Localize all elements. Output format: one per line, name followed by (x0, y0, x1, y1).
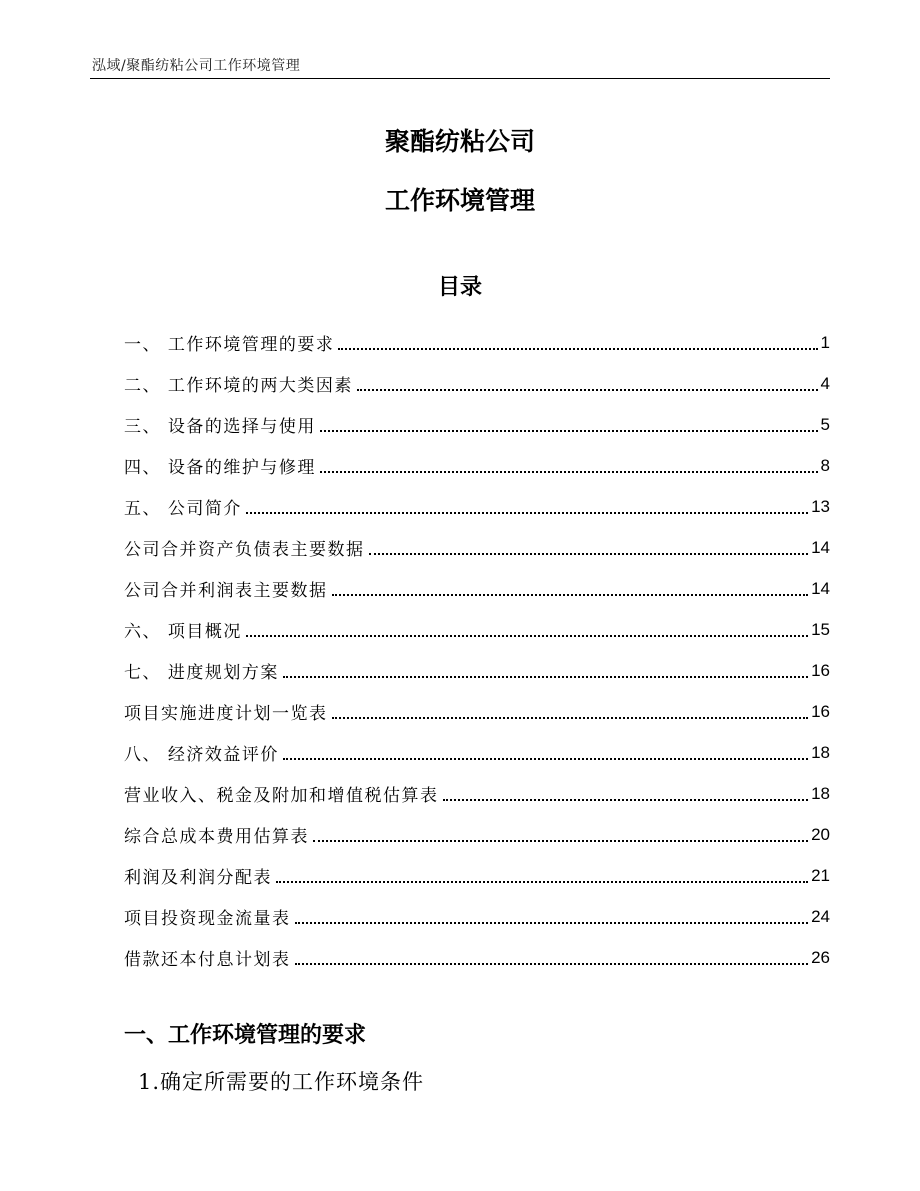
toc-entry-page: 21 (811, 865, 830, 885)
toc-entry-label: 项目投资现金流量表 (124, 909, 291, 929)
toc-dot-leader (369, 553, 809, 555)
toc-entry-page: 4 (820, 373, 830, 393)
toc-entry-page: 5 (820, 414, 830, 434)
running-header: 泓域/聚酯纺粘公司工作环境管理 (92, 58, 301, 74)
toc-entry-label: 六、 项目概况 (124, 622, 242, 642)
toc-entry[interactable] (124, 691, 830, 732)
document-title-line-2: 工作环境管理 (384, 186, 535, 215)
toc-entry[interactable] (124, 404, 830, 445)
toc-entry-label: 四、 设备的维护与修理 (124, 458, 316, 478)
document-title-line-1: 聚酯纺粘公司 (384, 127, 535, 156)
toc-entry[interactable] (124, 322, 830, 363)
toc-entry-label: 八、 经济效益评价 (124, 745, 279, 765)
toc-dot-leader (283, 758, 808, 760)
toc-entry-page: 18 (811, 742, 830, 762)
toc-dot-leader (295, 922, 809, 924)
toc-entry-label: 公司合并资产负债表主要数据 (124, 540, 365, 560)
toc-entry-page: 26 (811, 947, 830, 967)
toc-dot-leader (332, 717, 809, 719)
toc-dot-leader (338, 348, 817, 350)
toc-entry-label: 项目实施进度计划一览表 (124, 704, 328, 724)
subsection-heading: 1.确定所需要的工作环境条件 (138, 1070, 425, 1094)
toc-dot-leader (357, 389, 818, 391)
toc-entry[interactable] (124, 732, 830, 773)
toc-entry-label: 综合总成本费用估算表 (124, 827, 309, 847)
toc-entry-page: 14 (811, 537, 830, 557)
toc-entry-label: 借款还本付息计划表 (124, 950, 291, 970)
table-of-contents (124, 322, 830, 978)
toc-entry-label: 三、 设备的选择与使用 (124, 417, 316, 437)
toc-entry-label: 营业收入、税金及附加和增值税估算表 (124, 786, 439, 806)
toc-dot-leader (313, 840, 808, 842)
header-divider (90, 78, 830, 79)
toc-entry-label: 二、 工作环境的两大类因素 (124, 376, 353, 396)
toc-entry-page: 8 (820, 455, 830, 475)
toc-entry[interactable] (124, 814, 830, 855)
toc-dot-leader (320, 471, 818, 473)
toc-entry-page: 13 (811, 496, 830, 516)
toc-entry[interactable] (124, 568, 830, 609)
toc-entry-label: 一、 工作环境管理的要求 (124, 335, 335, 355)
toc-entry[interactable] (124, 773, 830, 814)
toc-dot-leader (332, 594, 809, 596)
toc-entry-page: 20 (811, 824, 830, 844)
toc-dot-leader (283, 676, 808, 678)
toc-dot-leader (295, 963, 809, 965)
toc-dot-leader (276, 881, 808, 883)
toc-entry[interactable] (124, 896, 830, 937)
toc-entry-page: 18 (811, 783, 830, 803)
toc-entry-page: 24 (811, 906, 830, 926)
toc-entry-label: 公司合并利润表主要数据 (124, 581, 328, 601)
toc-entry[interactable] (124, 363, 830, 404)
toc-dot-leader (246, 512, 808, 514)
toc-heading: 目录 (437, 275, 482, 300)
toc-dot-leader (443, 799, 809, 801)
toc-dot-leader (246, 635, 808, 637)
toc-entry[interactable] (124, 609, 830, 650)
toc-entry[interactable] (124, 527, 830, 568)
toc-entry[interactable] (124, 937, 830, 978)
toc-entry-page: 16 (811, 660, 830, 680)
toc-entry[interactable] (124, 650, 830, 691)
section-heading: 一、工作环境管理的要求 (124, 1023, 367, 1048)
toc-entry-page: 1 (820, 332, 830, 352)
toc-entry-page: 15 (811, 619, 830, 639)
toc-entry-label: 七、 进度规划方案 (124, 663, 279, 683)
toc-entry-page: 14 (811, 578, 830, 598)
toc-entry-page: 16 (811, 701, 830, 721)
toc-entry[interactable] (124, 486, 830, 527)
toc-entry-label: 利润及利润分配表 (124, 868, 272, 888)
toc-entry-label: 五、 公司简介 (124, 499, 242, 519)
toc-entry[interactable] (124, 855, 830, 896)
toc-dot-leader (320, 430, 818, 432)
toc-entry[interactable] (124, 445, 830, 486)
